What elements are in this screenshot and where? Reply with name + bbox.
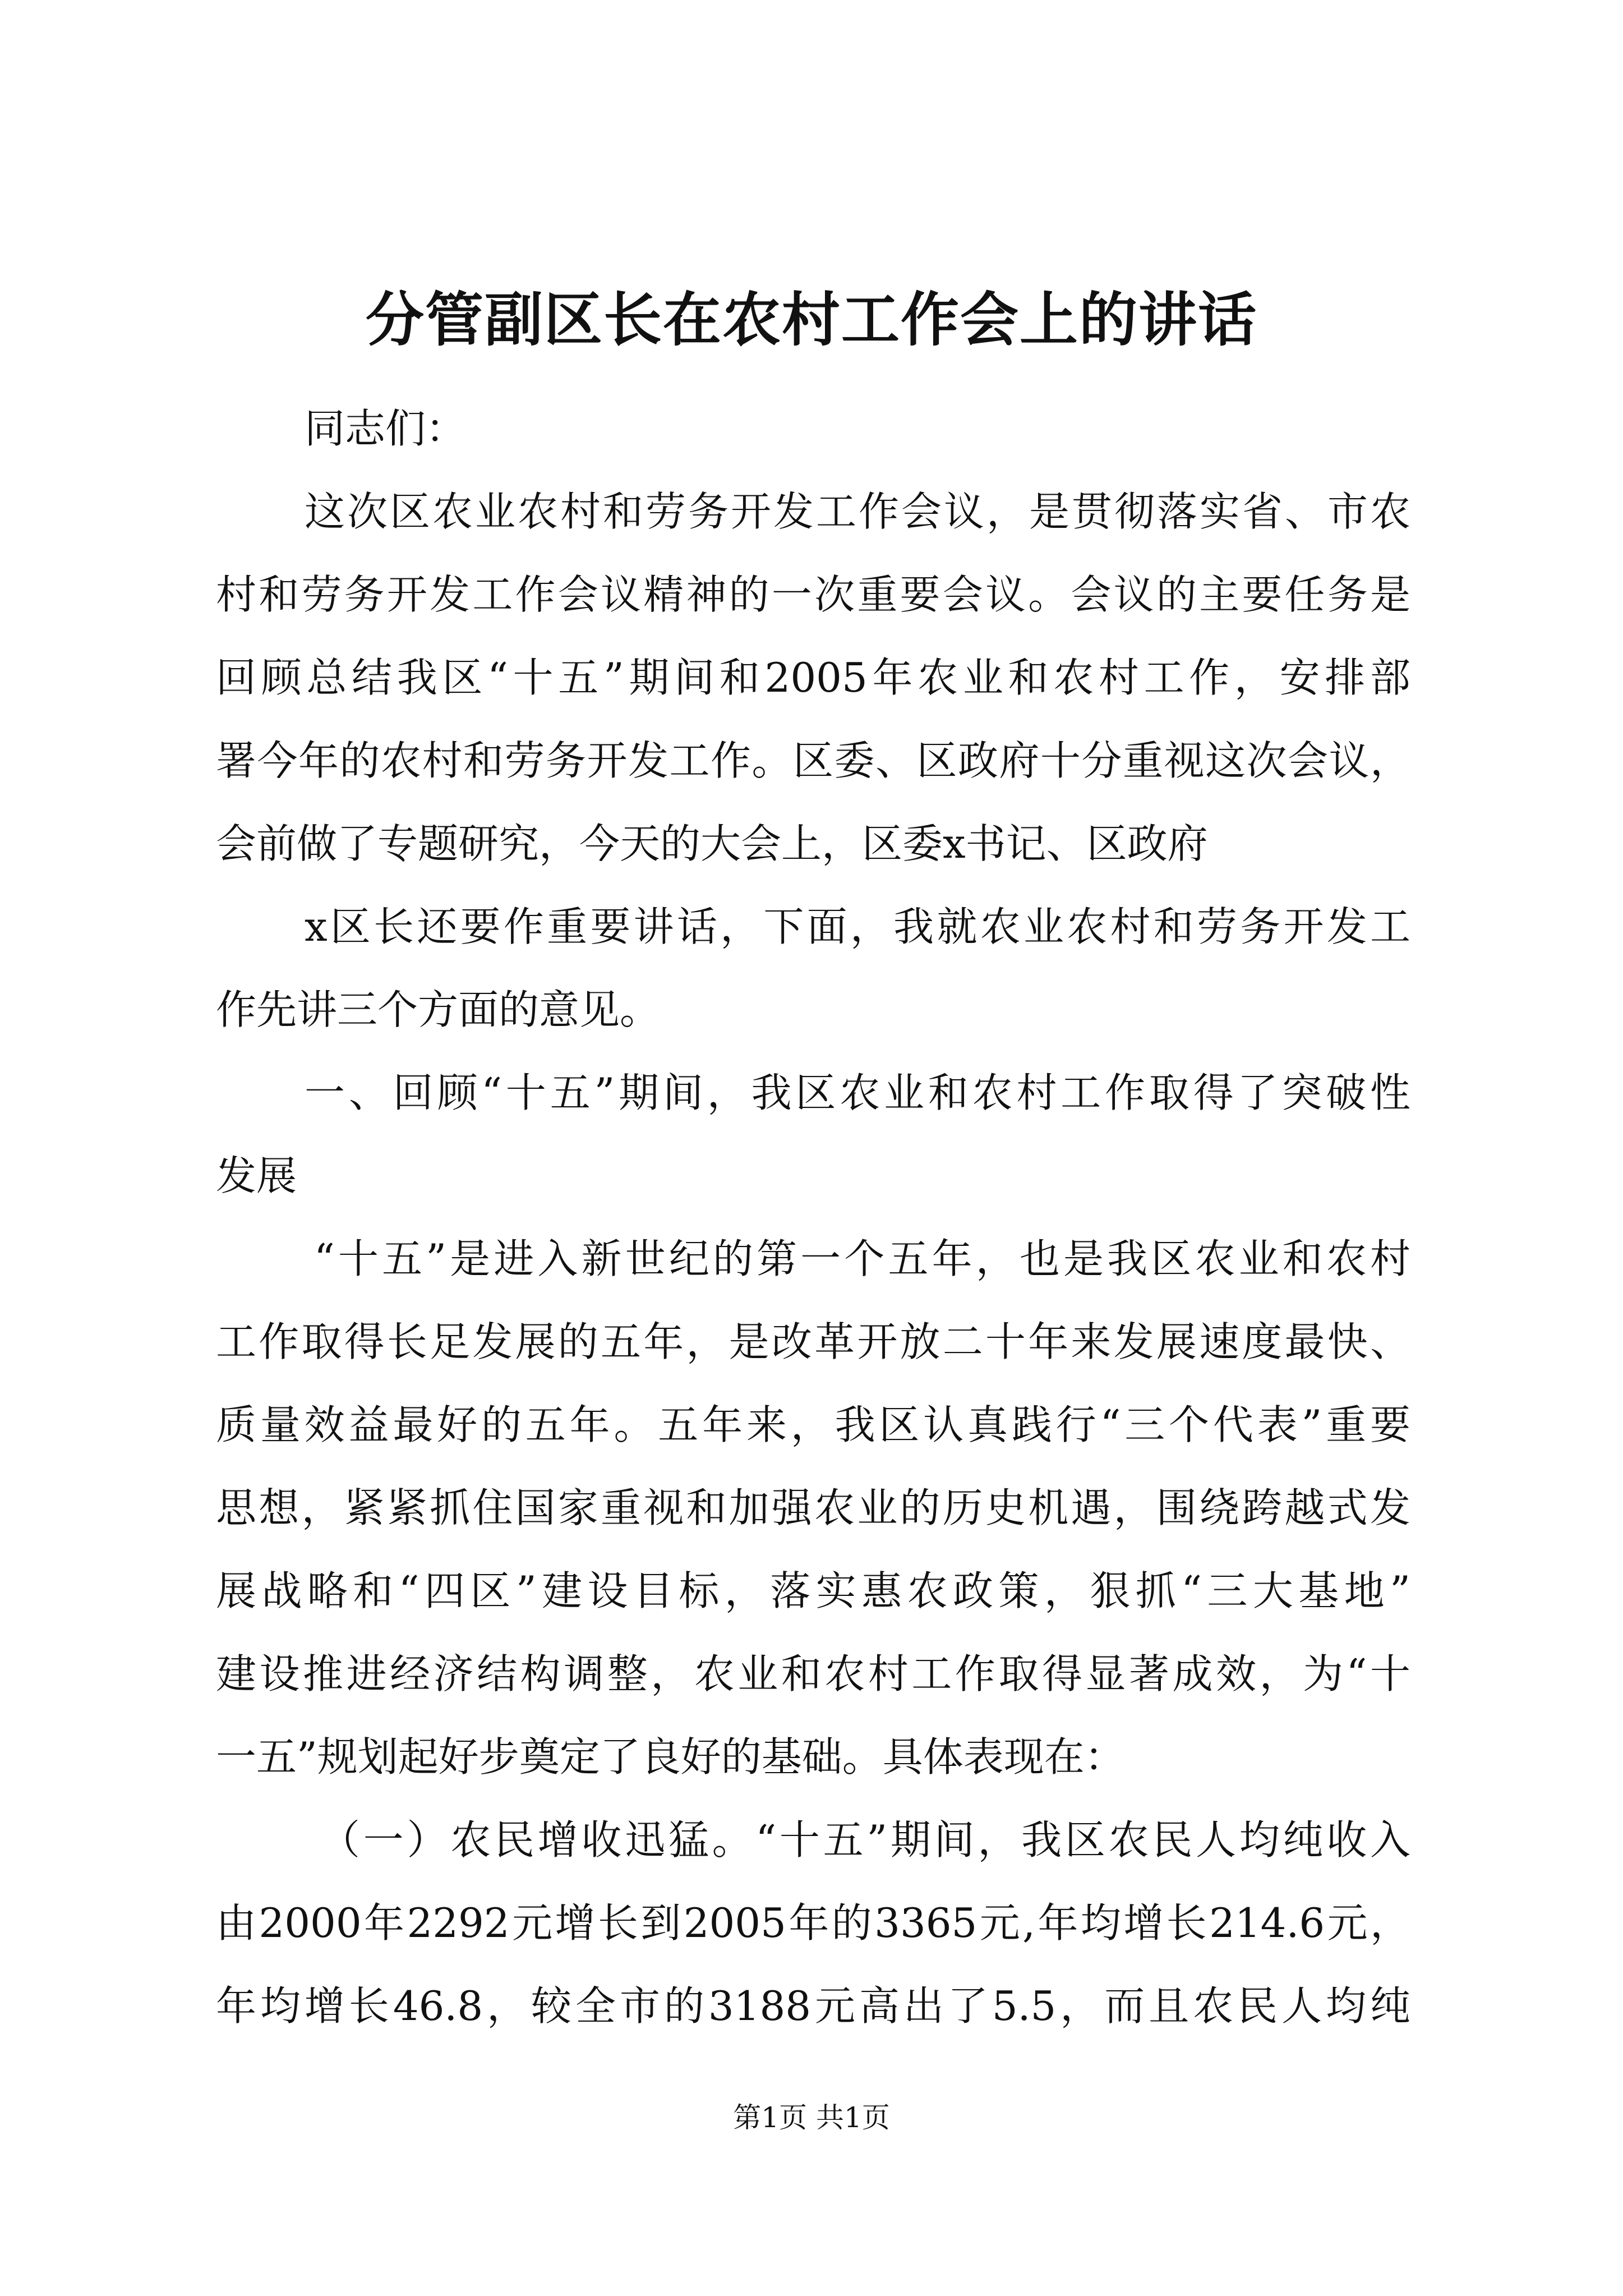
text-line: 村和劳务开发工作会议精神的一次重要会议。会议的主要任务是 — [216, 571, 1410, 618]
text-line: 年均增长46.8，较全市的3188元高出了5.5，而且农民人均纯 — [216, 1982, 1410, 2030]
page-footer: 第1页 共1页 — [733, 2101, 890, 2134]
text-line: 思想，紧紧抓住国家重视和加强农业的历史机遇，围绕跨越式发 — [216, 1484, 1410, 1531]
text-line: 由2000年2292元增长到2005年的3365元,年均增长214.6元， — [216, 1899, 1410, 1947]
subsection-line: （一）农民增收迅猛。“十五”期间，我区农民人均纯收入 — [320, 1816, 1410, 1864]
section-heading-line: 发展 — [216, 1152, 297, 1199]
salutation-line: 同志们： — [305, 405, 467, 452]
text-line: 工作取得长足发展的五年，是改革开放二十年来发展速度最快、 — [216, 1318, 1410, 1365]
text-line: “十五”是进入新世纪的第一个五年，也是我区农业和农村 — [314, 1235, 1410, 1282]
text-line: x区长还要作重要讲话，下面，我就农业农村和劳务开发工 — [305, 903, 1410, 950]
text-line: 作先讲三个方面的意见。 — [216, 986, 661, 1033]
text-line: 署今年的农村和劳务开发工作。区委、区政府十分重视这次会议， — [216, 737, 1410, 784]
text-line: 质量效益最好的五年。五年来，我区认真践行“三个代表”重要 — [216, 1401, 1410, 1448]
document-title: 分管副区长在农村工作会上的讲话 — [365, 285, 1257, 354]
document-body — [216, 387, 1410, 2047]
text-line: 展战略和“四区”建设目标，落实惠农政策，狠抓“三大基地” — [216, 1567, 1410, 1614]
text-line: 这次区农业农村和劳务开发工作会议，是贯彻落实省、市农 — [305, 488, 1410, 535]
text-line: 会前做了专题研究，今天的大会上，区委x书记、区政府 — [216, 820, 1208, 867]
text-line: 建设推进经济结构调整，农业和农村工作取得显著成效，为“十 — [216, 1650, 1410, 1697]
text-line: 回顾总结我区“十五”期间和2005年农业和农村工作，安排部 — [216, 654, 1410, 701]
section-heading-line: 一、回顾“十五”期间，我区农业和农村工作取得了突破性 — [305, 1069, 1410, 1116]
text-line: 一五”规划起好步奠定了良好的基础。具体表现在： — [216, 1733, 1125, 1780]
